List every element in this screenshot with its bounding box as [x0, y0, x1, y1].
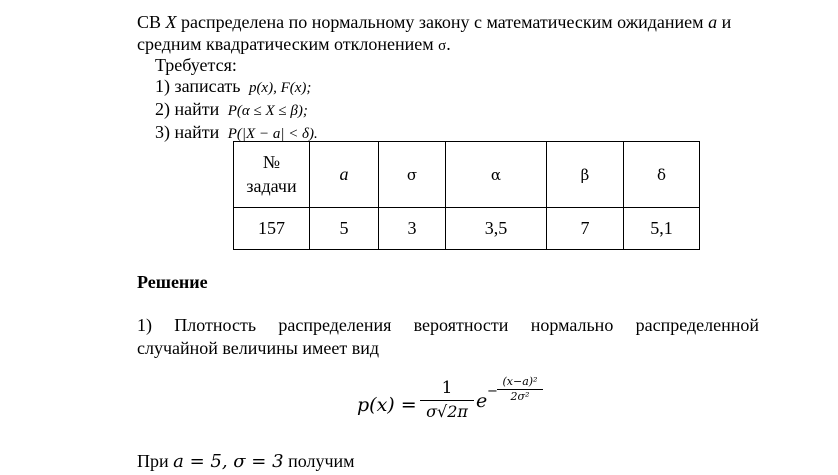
header-text: № [262, 152, 281, 172]
task-expression: P(|X − a| < δ). [227, 126, 318, 142]
table-cell: 3,5 [446, 208, 547, 250]
text-fragment: СВ [137, 12, 166, 32]
table-cell: 5 [310, 208, 379, 250]
solution-last-line [137, 450, 355, 473]
variable-a: a [708, 12, 718, 32]
problem-line-1 [137, 11, 731, 33]
fraction-denominator: σ√2π [426, 402, 468, 421]
solution-paragraph-line-1: 1) Плотность распределения вероятности нормально распределенной [137, 315, 759, 335]
formula-fraction [420, 378, 474, 423]
formula-exp-minus: − [487, 384, 498, 399]
exponent-numerator: (x−a)² [502, 375, 538, 388]
task-expression: P(α ≤ X ≤ β); [227, 103, 308, 119]
table-header-row [234, 142, 700, 208]
inline-math: a = 5, σ = 3 [173, 451, 284, 472]
text-fragment: При [137, 451, 174, 471]
fraction-numerator: 1 [441, 378, 453, 398]
text-fragment: получим [283, 451, 355, 471]
header-cell-alpha: α [446, 142, 547, 208]
task-label: 1) записать [155, 76, 245, 96]
formula-exponent-fraction [497, 375, 543, 403]
task-label: 3) найти [155, 122, 224, 142]
header-text: задачи [246, 176, 297, 196]
task-expression: p(x), F(x); [248, 80, 312, 96]
exponent-denominator: 2σ² [510, 390, 530, 403]
header-cell-delta: δ [624, 142, 700, 208]
table-cell: 5,1 [624, 208, 700, 250]
task-label: 2) найти [155, 99, 224, 119]
solution-paragraph-line-2: случайной величины имеет вид [137, 338, 379, 358]
sigma-symbol: σ [438, 38, 447, 54]
header-cell-task-no [234, 142, 310, 208]
table-cell: 7 [547, 208, 624, 250]
text-fragment: . [446, 34, 451, 54]
header-cell-a: a [310, 142, 379, 208]
formula-exp-base: e [476, 390, 488, 412]
header-cell-beta: β [547, 142, 624, 208]
formula-lhs: p(x) = [357, 394, 417, 416]
variable-x: X [165, 12, 177, 32]
text-fragment: распределена по нормальному закону с математическим ожиданием [176, 12, 709, 32]
text-fragment: и [717, 12, 732, 32]
table-cell: 3 [379, 208, 446, 250]
text-fragment: средним квадратическим отклонением [137, 34, 439, 54]
required-label: Требуется: [155, 55, 237, 75]
parameters-table [233, 141, 700, 250]
header-cell-sigma: σ [379, 142, 446, 208]
table-cell: 157 [234, 208, 310, 250]
task-2 [155, 98, 308, 122]
solution-heading: Решение [137, 272, 208, 292]
task-1 [155, 75, 311, 99]
table-row [234, 208, 700, 250]
